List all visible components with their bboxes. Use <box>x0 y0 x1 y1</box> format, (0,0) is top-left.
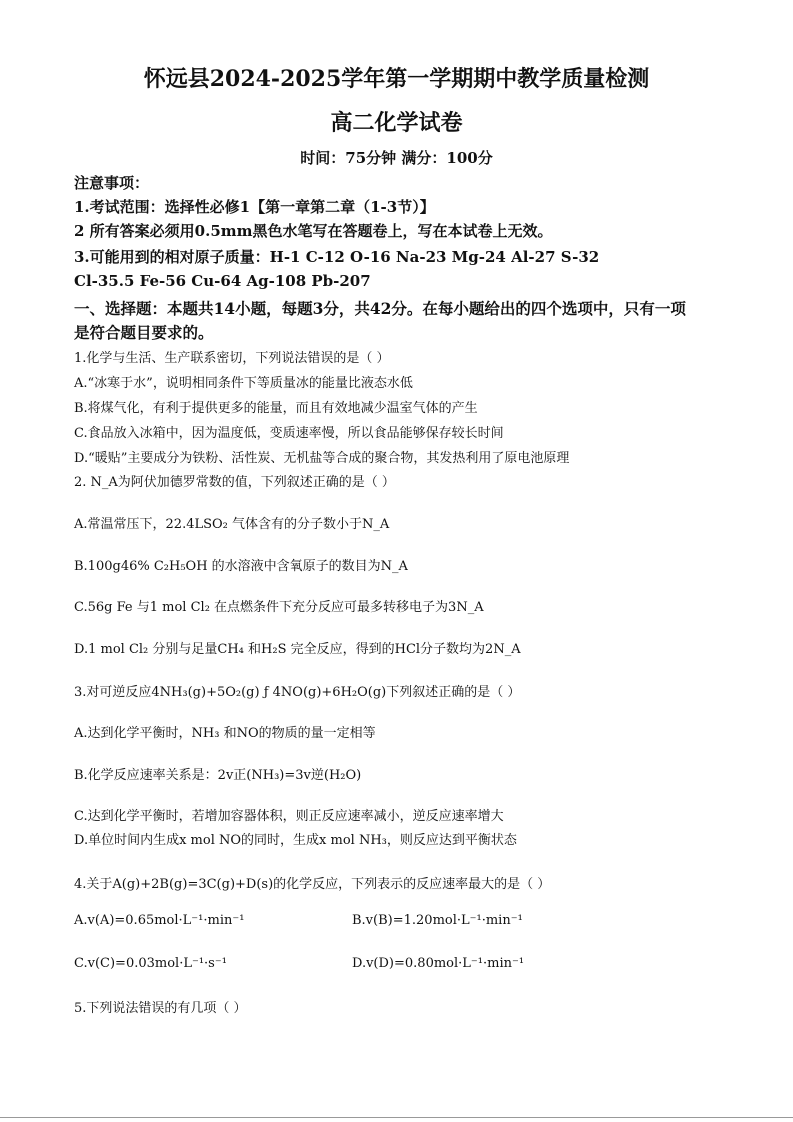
page-bottom-rule <box>0 1117 793 1118</box>
q4-option-d: D.v(D)=0.80mol·L⁻¹·min⁻¹ <box>352 956 525 971</box>
q1-option-d: D.“暖贴”主要成分为铁粉、活性炭、无机盐等合成的聚合物，其发热利用了原电池原理 <box>74 451 570 466</box>
notes-item-3b: Cl-35.5 Fe-56 Cu-64 Ag-108 Pb-207 <box>74 272 371 290</box>
notes-item-1: 1.考试范围：选择性必修1【第一章第二章（1-3节）】 <box>74 198 435 216</box>
q4-option-c: C.v(C)=0.03mol·L⁻¹·s⁻¹ <box>74 956 227 971</box>
q3-option-b: B.化学反应速率关系是：2v正(NH₃)=3v逆(H₂O) <box>74 768 362 783</box>
q2-option-b: B.100g46% C₂H₅OH 的水溶液中含氧原子的数目为N_A <box>74 559 408 574</box>
section-heading-line1: 一、选择题：本题共14小题，每题3分，共42分。在每小题给出的四个选项中，只有一项 <box>74 299 686 318</box>
q3-stem: 3.对可逆反应4NH₃(g)+5O₂(g) ƒ 4NO(g)+6H₂O(g)下列叙述正确的是（ ） <box>74 685 521 700</box>
q1-stem: 1.化学与生活、生产联系密切，下列说法错误的是（ ） <box>74 351 390 366</box>
section-heading-line2: 是符合题目要求的。 <box>74 323 214 342</box>
q1-option-b: B.将煤气化，有利于提供更多的能量，而且有效地减少温室气体的产生 <box>74 401 478 416</box>
q4-option-a: A.v(A)=0.65mol·L⁻¹·min⁻¹ <box>74 913 245 928</box>
q2-option-d: D.1 mol Cl₂ 分别与足量CH₄ 和H₂S 完全反应，得到的HCl分子数均为2N_A <box>74 642 521 657</box>
q2-option-c: C.56g Fe 与1 mol Cl₂ 在点燃条件下充分反应可最多转移电子为3N_A <box>74 600 484 615</box>
q2-stem: 2. N_A为阿伏加德罗常数的值，下列叙述正确的是（ ） <box>74 475 395 490</box>
q5-stem: 5.下列说法错误的有几项（ ） <box>74 1001 247 1016</box>
q2-option-a: A.常温常压下，22.4LSO₂ 气体含有的分子数小于N_A <box>74 517 390 532</box>
exam-subtitle: 高二化学试卷 <box>330 110 463 136</box>
notes-item-3a: 3.可能用到的相对原子质量：H-1 C-12 O-16 Na-23 Mg-24 Al-27 S-32 <box>74 248 600 266</box>
q1-option-c: C.食品放入冰箱中，因为温度低，变质速率慢，所以食品能够保存较长时间 <box>74 426 504 441</box>
notes-heading: 注意事项： <box>74 174 150 192</box>
q3-option-c: C.达到化学平衡时，若增加容器体积，则正反应速率减小，逆反应速率增大 <box>74 809 504 824</box>
q3-option-a: A.达到化学平衡时，NH₃ 和NO的物质的量一定相等 <box>74 726 376 741</box>
exam-title: 怀远县2024-2025学年第一学期期中教学质量检测 <box>143 66 650 92</box>
q4-option-b: B.v(B)=1.20mol·L⁻¹·min⁻¹ <box>352 913 523 928</box>
notes-item-2: 2 所有答案必须用0.5mm黑色水笔写在答题卷上，写在本试卷上无效。 <box>74 222 553 240</box>
q4-stem: 4.关于A(g)+2B(g)=3C(g)+D(s)的化学反应，下列表示的反应速率最大的是（ ） <box>74 877 551 892</box>
q3-option-d: D.单位时间内生成x mol NO的同时，生成x mol NH₃，则反应达到平衡状态 <box>74 833 517 848</box>
q1-option-a: A.“冰寒于水”，说明相同条件下等质量冰的能量比液态水低 <box>74 376 413 391</box>
time-score: 时间：75分钟 满分：100分 <box>300 149 493 167</box>
